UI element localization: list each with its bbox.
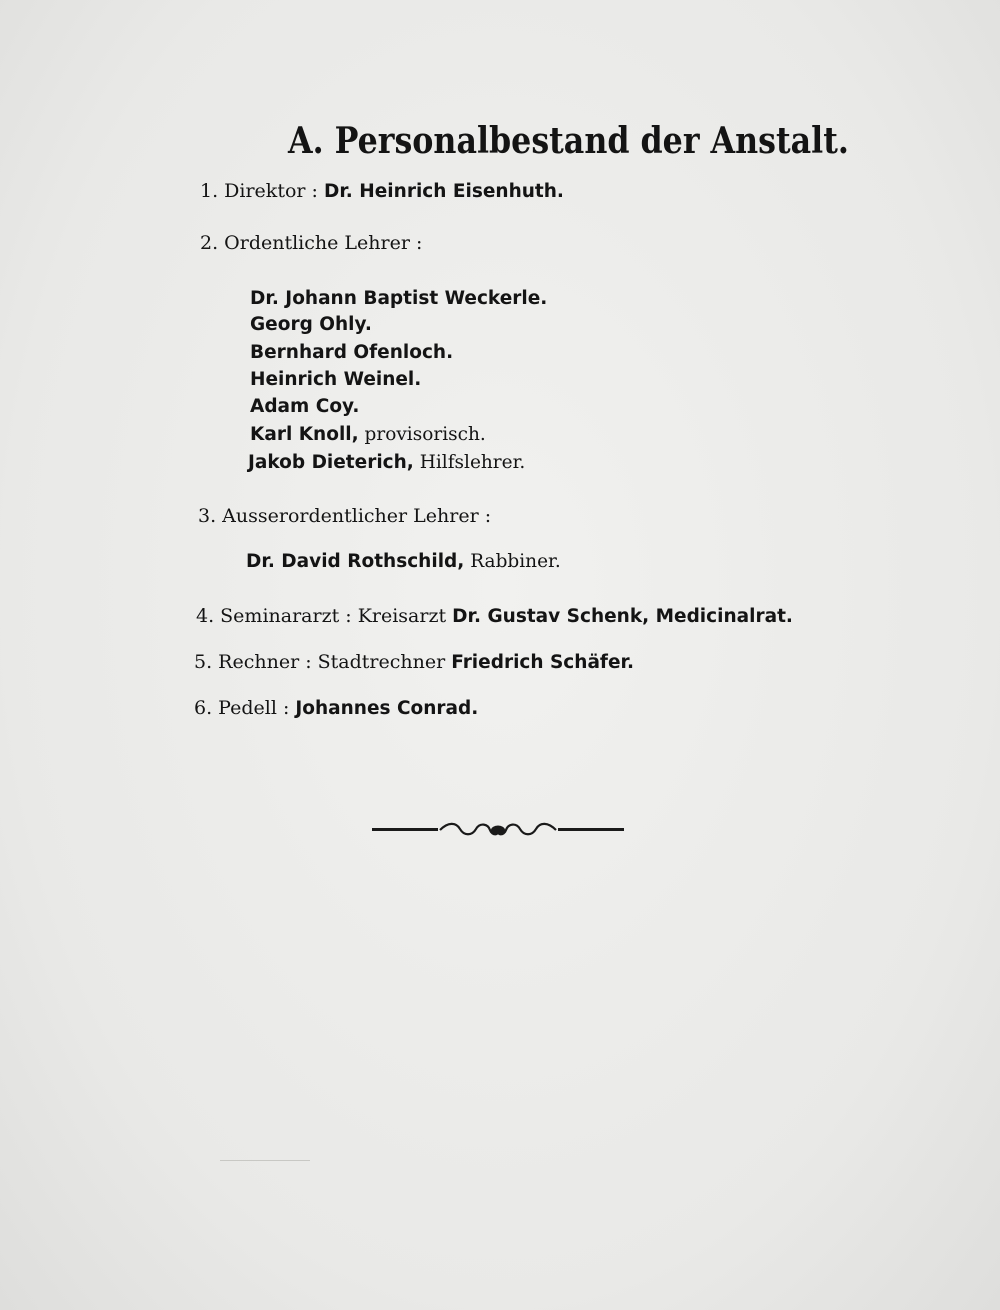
teacher-name: Dr. Johann Baptist Weckerle. [250,288,548,309]
teacher-name: Bernhard Ofenloch. [250,342,454,363]
teachers-label: 2. Ordentliche Lehrer : [200,232,423,254]
teacher-entry [248,452,525,473]
teacher-name: Adam Coy. [250,396,360,417]
teacher-name: Georg Ohly. [250,314,372,335]
physician-line [196,605,793,627]
treasurer-label: 5. Rechner : Stadtrechner [194,651,452,673]
extraordinary-name: Dr. David Rothschild, [246,551,465,572]
page-title: A. Personalbestand der Anstalt. [288,120,849,162]
teacher-note: provisorisch. [358,424,486,445]
director-label: 1. Direktor : [200,180,318,202]
teacher-name: Heinrich Weinel. [250,369,422,390]
director-line [200,180,564,202]
teacher-entry [250,314,372,335]
extraordinary-entry [246,551,561,572]
teacher-entry [250,396,359,417]
treasurer-name: Friedrich Schäfer. [451,652,635,673]
teacher-name: Jakob Dieterich, [248,452,414,473]
extraordinary-note: Rabbiner. [464,551,561,572]
janitor-name: Johannes Conrad. [295,698,479,719]
treasurer-line [194,651,634,673]
director-name: Dr. Heinrich Eisenhuth. [323,181,564,202]
physician-label: 4. Seminararzt : Kreisarzt [196,605,453,627]
teacher-entry [250,369,421,390]
bleed-through-shadow [235,92,248,134]
physician-name: Dr. Gustav Schenk, Medicinalrat. [452,606,793,627]
extraordinary-label: 3. Ausserordentlicher Lehrer : [198,505,492,527]
teacher-entry [250,424,486,445]
scroll-ornament-icon [370,818,626,842]
teacher-entry [250,288,547,309]
janitor-line [194,697,478,719]
teacher-entry [250,342,453,363]
teacher-name: Karl Knoll, [250,424,359,445]
janitor-label: 6. Pedell : [194,697,296,719]
teacher-note: Hilfslehrer. [413,452,526,473]
divider [220,1160,310,1161]
